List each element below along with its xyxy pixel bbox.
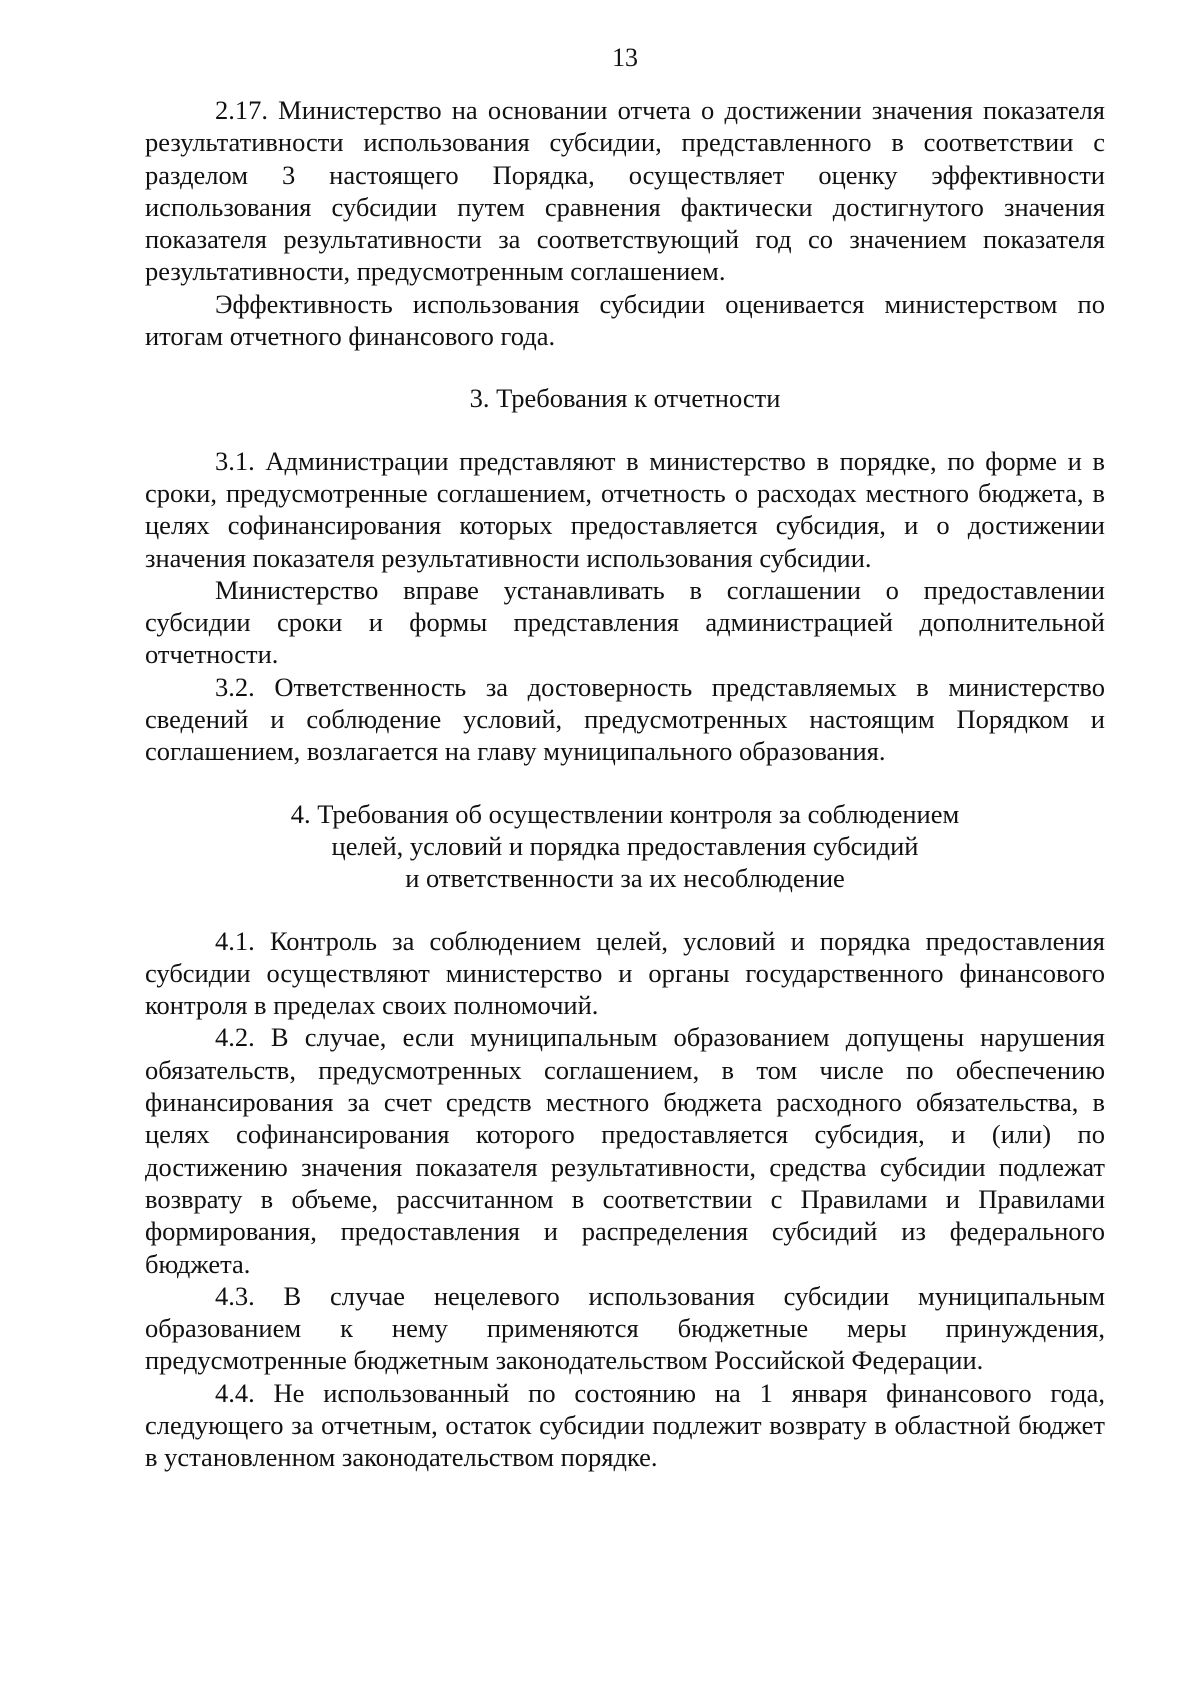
paragraph-3-2: 3.2. Ответственность за достоверность представляемых в министерство сведений и соблюдение условий, предусмотренных настоящим Порядком и соглашением, возлагается на главу муниципального образования. [145, 671, 1105, 767]
document-body [145, 94, 1105, 1474]
spacer [145, 415, 1105, 445]
paragraph-4-4: 4.4. Не использованный по состоянию на 1 января финансового года, следующего за отчетным, остаток субсидии подлежит возврату в областной бюджет в установленном законодательством порядке. [145, 1377, 1105, 1473]
section-4-heading-line: и ответственности за их несоблюдение [405, 863, 845, 894]
paragraph-4-2: 4.2. В случае, если муниципальным образованием допущены нарушения обязательств, предусмотренных соглашением, в том числе по обеспечению финансирования за счет средств местного бюджета расходного обязательства, в целях софинансирования которого предоставляется субсидия, и (или) по достижению значения показателя результативности, средства субсидии подлежат возврату в объеме, рассчитанном в соответствии с Правилами и Правилами формирования, предоставления и распределения субсидий из федерального бюджета. [145, 1022, 1105, 1279]
spacer [145, 895, 1105, 925]
paragraph-4-3: 4.3. В случае нецелевого использования субсидии муниципальным образованием к нему применяются бюджетные меры принуждения, предусмотренные бюджетным законодательством Российской Федерации. [145, 1280, 1105, 1376]
paragraph-3-1: 3.1. Администрации представляют в министерство в порядке, по форме и в сроки, предусмотренные соглашением, отчетность о расходах местного бюджета, в целях софинансирования которых предоставляется субсидия, и о достижении значения показателя результативности использования субсидии. [145, 445, 1105, 573]
section-4-heading-line: целей, условий и порядка предоставления субсидий [331, 830, 919, 861]
paragraph-ministry-right: Министерство вправе устанавливать в соглашении о предоставлении субсидии сроки и формы представления администрацией дополнительной отчетности. [145, 574, 1105, 670]
section-4-heading [145, 798, 1105, 895]
section-4-heading-line: 4. Требования об осуществлении контроля за соблюдением [290, 798, 960, 829]
paragraph-2-17: 2.17. Министерство на основании отчета о достижении значения показателя результативности использования субсидии, представленного в соответствии с разделом 3 настоящего Порядка, осуществляет оценку эффективности использования субсидии путем сравнения фактически достигнутого значения показателя результативности за соответствующий год со значением показателя результативности, предусмотренным соглашением. [145, 95, 1105, 287]
spacer [145, 352, 1105, 382]
paragraph-4-1: 4.1. Контроль за соблюдением целей, условий и порядка предоставления субсидии осуществляют министерство и органы государственного финансового контроля в пределах своих полномочий. [145, 925, 1105, 1021]
page-number: 13 [612, 43, 638, 72]
section-3-heading: 3. Требования к отчетности [469, 383, 781, 414]
spacer [145, 768, 1105, 798]
paragraph-efficiency: Эффективность использования субсидии оценивается министерством по итогам отчетного финансового года. [145, 288, 1105, 352]
